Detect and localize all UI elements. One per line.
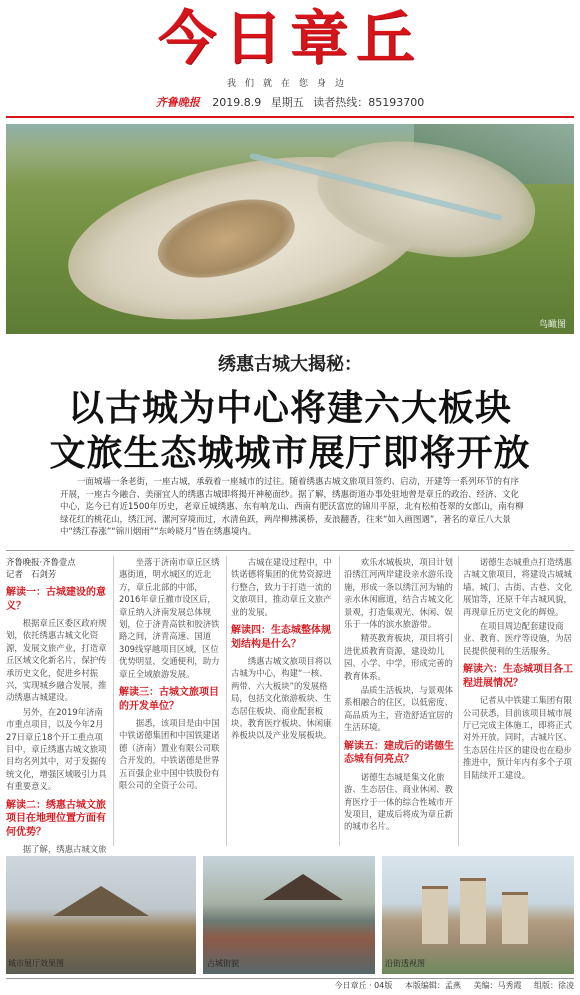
paragraph: 欢乐水城板块，项目计划沿绣江河两岸建设亲水游乐设施，形成一条以绣江河为轴的亲水休闲廊道，结合古城文化景观，打造集观光、休闲、娱乐于一体的滨水旅游带。 <box>344 557 453 630</box>
paragraph: 绣惠古城文旅项目将以古城为中心，构建“一核、两带、六大板块”的发展格局，包括文化旅游板块、生态居住板块、商业配套板块、教育医疗板块、休闲康养板块以及产业发展板块。 <box>231 656 332 741</box>
weekday: 星期五 <box>270 96 304 109</box>
masthead <box>0 0 580 120</box>
issue-date: 2019.8.9 <box>212 96 262 109</box>
photo-caption: 古城街貌 <box>207 959 239 968</box>
byline-source: 齐鲁晚报·齐鲁壹点 <box>6 557 76 567</box>
paper-name: 齐鲁晚报 <box>155 96 200 109</box>
paragraph: 根据章丘区委区政府规划，依托绣惠古城文化资源，发展文旅产业，打造章丘区域文化新名片，保护传承历史文化，促进乡村振兴，实现城乡融合发展，推动绣惠古城建设。 <box>6 618 107 703</box>
street-perspective-rendering <box>382 856 574 974</box>
paragraph: 另外，在2019年济南市重点项目，以及今年2月27日章丘18个开工重点项目中，章丘绣惠古城文旅项目均名列其中，对于发掘传统文化，增强区域吸引力具有重要意义。 <box>6 706 107 792</box>
paragraph: 据悉，该项目是由中国中铁诺德集团和中国铁建诺德（济南）置业有限公司联合开发的，中铁诺德是世界五百强企业中国中铁股份有限公司的全资子公司。 <box>119 718 220 791</box>
masthead-rule <box>6 116 574 118</box>
subheading: 解读一：古城建设的意义？ <box>6 587 106 612</box>
headline-line-1: 以古城为中心将建六大板块 <box>67 387 512 429</box>
design-credit: 美编：马秀霞 <box>473 981 522 990</box>
layout-credit: 组版：徐凌 <box>534 981 574 990</box>
paragraph: 坐落于济南市章丘区绣惠街道，明水城区的近北方，章丘北部的中部，2016年章丘撤市设区后，章丘纳入济南发展总体规划，位于济青高铁和胶济铁路之间，济青高速、国道309线穿越项目区域，区位优势明显，交通便利，助力章丘全域旅游发展。 <box>119 557 220 679</box>
column-divider <box>113 556 114 846</box>
hall-roof <box>41 886 161 916</box>
article-column-3 <box>231 556 333 744</box>
byline-reporter: 记者 石剑芳 <box>6 569 57 579</box>
paragraph: 诺德生态城重点打造绣惠古城文旅项目，将建设古城城墙、城门、古街、古巷、文化展馆等，还原千年古城风貌，再现章丘历史文化的辉煌。 <box>463 557 572 617</box>
headline-kicker: 绣惠古城大揭秘： <box>218 354 362 375</box>
paragraph: 在项目周边配套建设商业、教育、医疗等设施，为居民提供便利的生活服务。 <box>463 621 572 656</box>
building <box>422 886 448 944</box>
byline <box>6 556 108 580</box>
column-divider <box>339 556 340 846</box>
hero-caption: 鸟瞰图 <box>538 320 566 330</box>
editor-credit: 本版编辑：孟燕 <box>404 981 461 990</box>
article-column-1 <box>6 556 108 870</box>
page-footer <box>6 978 574 992</box>
article-column-2 <box>119 556 221 794</box>
subheading: 解读六：生态城项目各工程进展情况？ <box>463 664 573 689</box>
article-column-5 <box>463 556 573 783</box>
photo-caption: 城市展厅效果图 <box>8 959 64 968</box>
dateline <box>0 94 580 110</box>
pavilion-roof <box>263 874 343 900</box>
subheading: 解读四：生态城整体规划结构是什么？ <box>231 625 331 650</box>
aerial-view-image <box>6 124 574 334</box>
subheading: 解读二：绣惠古城文旅项目在地理位置方面有何优势？ <box>6 799 106 838</box>
divider <box>6 550 574 551</box>
column-divider <box>458 556 459 846</box>
paragraph: 古城在建设过程中，中铁诺德将集团的优势资源进行整合，致力于打造一流的文旅项目，推动章丘文旅产业的发展。 <box>231 557 332 617</box>
slogan: 我们就在您身边 <box>226 79 353 89</box>
old-city-street-photo <box>203 856 375 974</box>
headline-line-2: 文旅生态城城市展厅即将开放 <box>49 432 531 474</box>
building <box>502 892 528 944</box>
subheading: 解读五：建成后的诺德生态城有何亮点？ <box>344 740 454 766</box>
lead-paragraph: 一面城墙一条老街，一座古城，承载着一座城市的过往。随着绣惠古城文旅项目签约、启动，开建等一系列环节的有序开展，一座古今融合、美丽宜人的绣惠古城即将揭开神秘面纱。据了解，绣惠街道办事处驻地曾是章丘的政治、经济、文化中心，迄今已有近1500年历史，老章丘城绣惠、东有响龙山、西南有肥沃富庶的锦川平原，北有松柏苍翠的女郎山，南有柳绿花红的桃花山，绣江河、漯河穿境而过，水清鱼跃，两岸柳拂溪桥，麦浪翻香，往来“如入画图遇”，著名的章丘八大景中“绣江春涨”“锦川烟雨”“东岭晓月”皆在绣惠境内。 <box>60 477 524 538</box>
subheading: 解读三：古城文旅项目的开发单位？ <box>119 687 219 712</box>
paragraph: 精英教育板块，项目将引进优质教育资源，建设幼儿园、小学、中学，形成完善的教育体系。 <box>344 633 453 681</box>
paragraph: 诺德生态城是集文化旅游、生态居住、商业休闲、教育医疗于一体的综合性城市开发项目，建成后将成为章丘新的城市名片。 <box>344 771 453 832</box>
column-divider <box>226 556 227 846</box>
article-column-4 <box>344 556 454 835</box>
building <box>460 878 486 944</box>
paragraph: 品质生活板块，与景观体系相融合的住区，以低密度、高品质为主，营造舒适宜居的生活环境。 <box>344 685 453 733</box>
exhibition-hall-rendering <box>6 856 196 974</box>
paragraph: 记者从中铁建工集团有限公司获悉，目前该项目城市展厅已完成主体施工，即将正式对外开放。同时，古城片区、生态居住片区的建设也在稳步推进中，预计年内有多个子项目陆续开工建设。 <box>463 695 572 780</box>
paragraph: 据了解，绣惠古城文旅 <box>22 844 107 855</box>
reader-hotline: 读者热线：85193700 <box>313 96 425 109</box>
photo-caption: 沿街透视图 <box>385 959 425 968</box>
page-number: 今日章丘 · 04版 <box>334 981 393 990</box>
newspaper-logo: 今日章丘 <box>157 4 422 72</box>
